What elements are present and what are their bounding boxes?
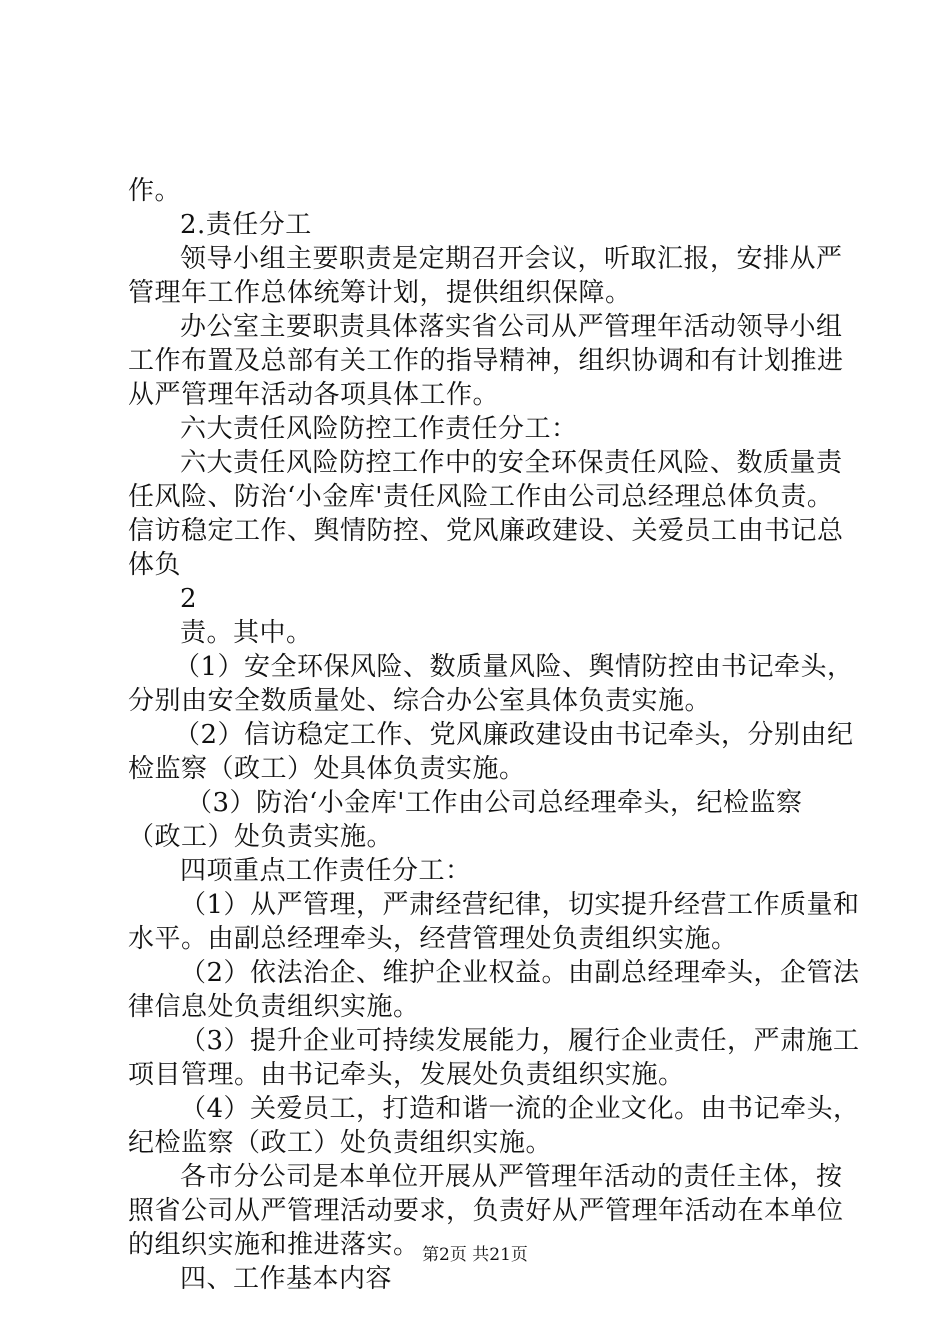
text-line: 工作布置及总部有关工作的指导精神，组织协调和有计划推进 — [128, 346, 844, 376]
text-line: （4）关爱员工，打造和谐一流的企业文化。由书记牵头， — [180, 1094, 860, 1124]
text-line: 项目管理。由书记牵头，发展处负责组织实施。 — [128, 1060, 685, 1090]
text-line: 六大责任风险防控工作责任分工： — [180, 414, 578, 444]
text-line: 律信息处负责组织实施。 — [128, 992, 420, 1022]
text-line: 六大责任风险防控工作中的安全环保责任风险、数质量责 — [180, 448, 843, 478]
text-line: 检监察（政工）处具体负责实施。 — [128, 754, 526, 784]
text-line: 分别由安全数质量处、综合办公室具体负责实施。 — [128, 686, 712, 716]
inline-page-number: 2 — [180, 584, 198, 614]
text-line: 从严管理年活动各项具体工作。 — [128, 380, 500, 410]
text-line: 作。 — [128, 176, 182, 206]
text-line: 各市分公司是本单位开展从严管理年活动的责任主体，按 — [180, 1162, 843, 1192]
text-line: 纪检监察（政工）处负责组织实施。 — [128, 1128, 553, 1158]
text-line: 的组织实施和推进落实。 — [128, 1230, 420, 1260]
text-line: 照省公司从严管理活动要求，负责好从严管理年活动在本单位 — [128, 1196, 844, 1226]
text-line: 水平。由副总经理牵头，经营管理处负责组织实施。 — [128, 924, 738, 954]
text-line: （2）依法治企、维护企业权益。由副总经理牵头，企管法 — [180, 958, 860, 988]
section-heading: 2.责任分工 — [180, 210, 312, 240]
text-line: 任风险、防治‘小金库'责任风险工作由公司总经理总体负责。 — [128, 482, 834, 512]
text-line: （政工）处负责实施。 — [128, 822, 394, 852]
text-line: （2）信访稳定工作、党风廉政建设由书记牵头，分别由纪 — [174, 720, 854, 750]
text-line: 体负 — [128, 550, 182, 580]
text-line: 管理年工作总体统筹计划，提供组织保障。 — [128, 278, 632, 308]
text-line: （1）安全环保风险、数质量风险、舆情防控由书记牵头， — [174, 652, 854, 682]
page-footer: 第2页 共21页 — [422, 1245, 528, 1265]
text-line: （3）防治‘小金库'工作由公司总经理牵头，纪检监察 — [186, 788, 803, 818]
text-line: （3）提升企业可持续发展能力，履行企业责任，严肃施工 — [180, 1026, 860, 1056]
text-line: 领导小组主要职责是定期召开会议，听取汇报，安排从严 — [180, 244, 843, 274]
text-line: 信访稳定工作、舆情防控、党风廉政建设、关爱员工由书记总 — [128, 516, 844, 546]
text-line: 四项重点工作责任分工： — [180, 856, 472, 886]
text-line: （1）从严管理，严肃经营纪律，切实提升经营工作质量和 — [180, 890, 860, 920]
text-line: 责。其中。 — [180, 618, 313, 648]
section-heading: 四、工作基本内容 — [180, 1264, 393, 1294]
text-line: 办公室主要职责具体落实省公司从严管理年活动领导小组 — [180, 312, 843, 342]
